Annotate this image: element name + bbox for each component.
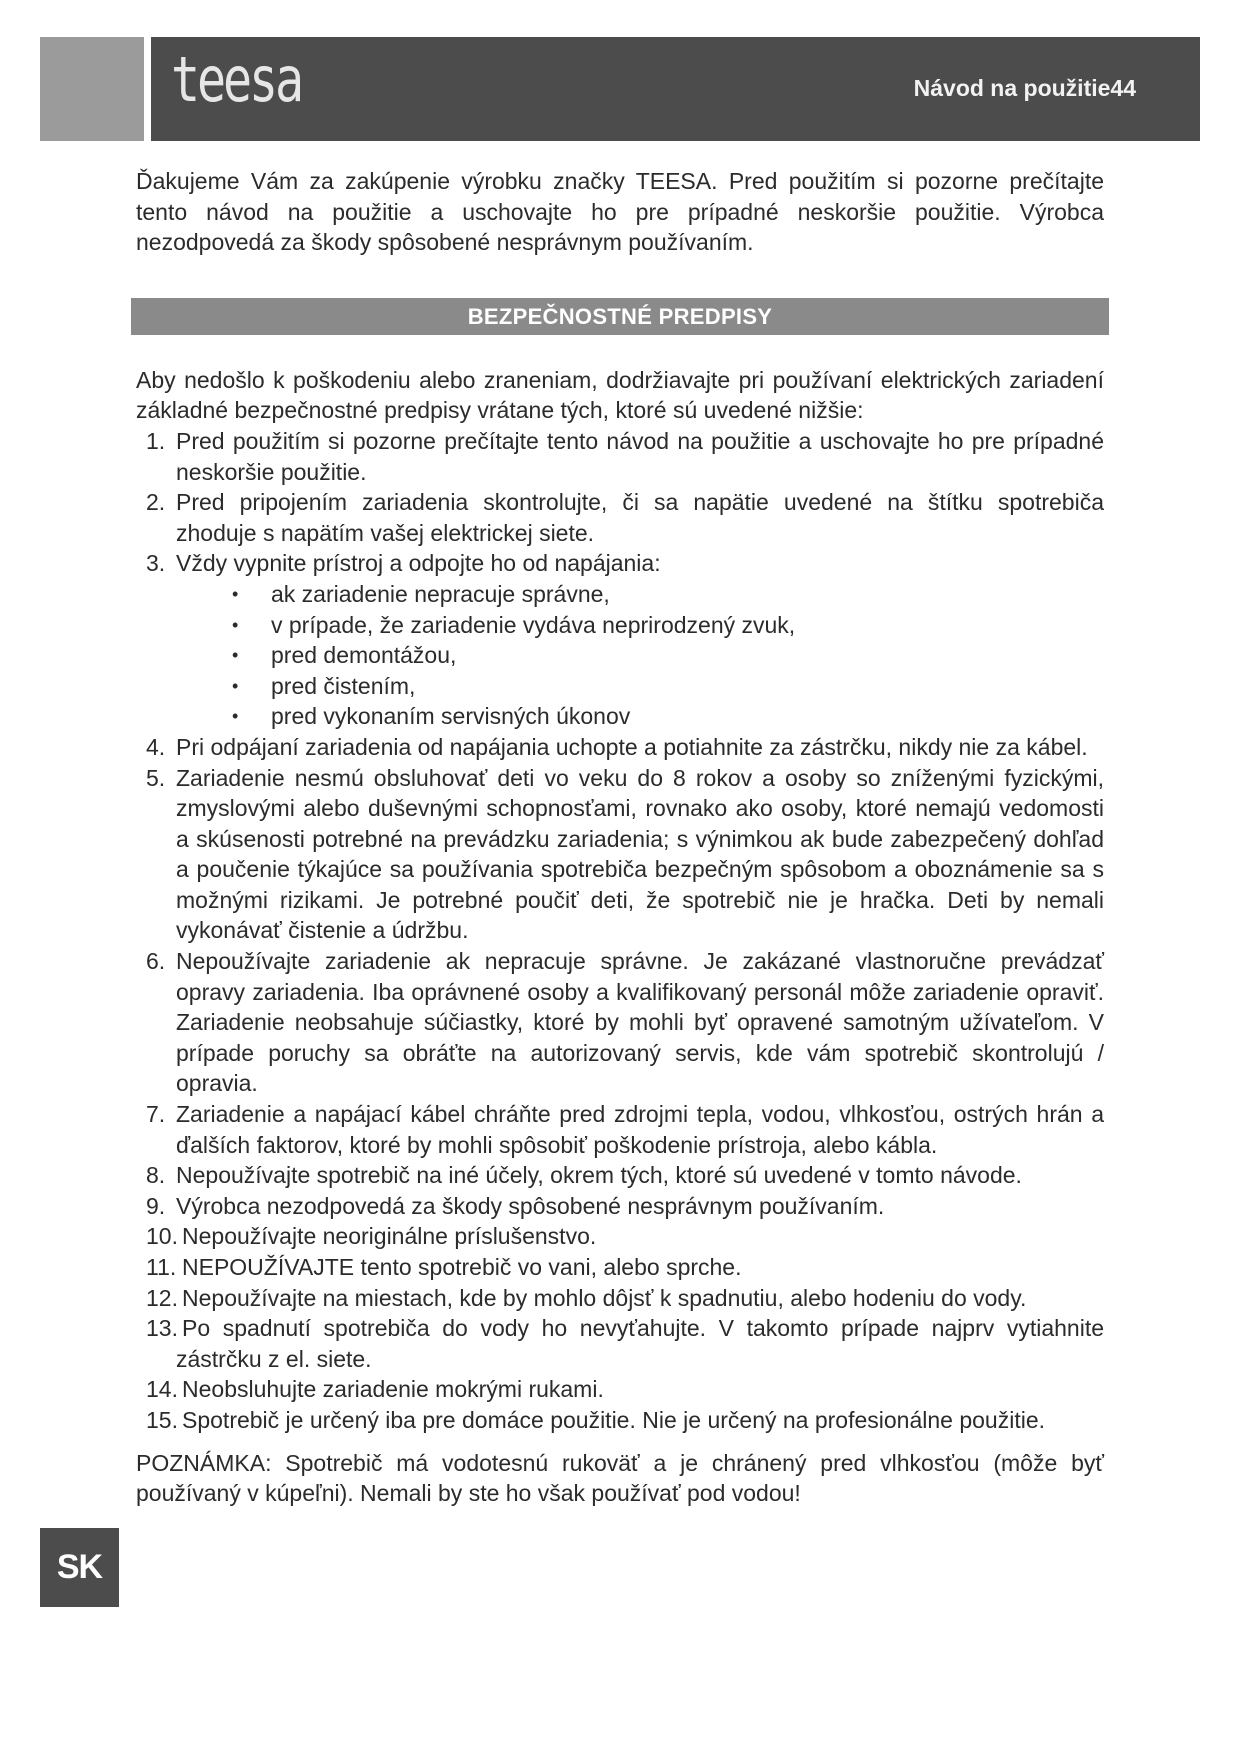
brand-logo: teesa bbox=[171, 43, 301, 116]
list-item: 11. NEPOUŽÍVAJTE tento spotrebič vo vani, alebo sprche. bbox=[146, 1254, 742, 1280]
list-item: 1. Pred použitím si pozorne prečítajte tento návod na použitie a uschovajte ho pre prípadné neskoršie použitie. bbox=[146, 427, 1104, 485]
list-item: 6. Nepoužívajte zariadenie ak nepracuje správne. Je zakázané vlastnoručne prevádzať opravy zariadenia. Iba oprávnené osoby a kvalifikovaný personál môže zariadenie opraviť. Zariadenie neobsahuje súčiastky, ktoré by mohli byť opravené samotným užívateľom. V prípade poruchy sa obráťte na autorizovaný servis, kde vám spotrebič skontrolujú / opravia. bbox=[146, 948, 1104, 1097]
safety-rules-list bbox=[136, 426, 1104, 1436]
list-item: 12. Nepoužívajte na miestach, kde by mohlo dôjsť k spadnutiu, alebo hodeniu do vody. bbox=[146, 1284, 1027, 1311]
list-item: 13. Po spadnutí spotrebiča do vody ho nevyťahujte. V takomto prípade najprv vytiahnite zástrčku z el. siete. bbox=[146, 1315, 1104, 1372]
list-item: 4. Pri odpájaní zariadenia od napájania uchopte a potiahnite za zástrčku, nikdy nie za kábel. bbox=[146, 733, 1088, 760]
intro-paragraph: Ďakujeme Vám za zakúpenie výrobku značky TEESA. Pred použitím si pozorne prečítajte tento návod na použitie a uschovajte ho pre prípadné neskoršie použitie. Výrobca nezodpovedá za škody spôsobené nesprávnym používaním. bbox=[136, 168, 1104, 256]
sub-list-item: • v prípade, že zariadenie vydáva neprirodzený zvuk, bbox=[176, 610, 1104, 641]
list-item: 10. Nepoužívajte neoriginálne príslušenstvo. bbox=[146, 1223, 597, 1250]
sub-list-item: • pred vykonaním servisných úkonov bbox=[176, 701, 1104, 732]
language-tab: SK bbox=[40, 1528, 119, 1607]
list-item: 9. Výrobca nezodpovedá za škody spôsobené nesprávnym používaním. bbox=[146, 1192, 885, 1219]
document-body bbox=[136, 166, 1104, 1509]
header-side-block bbox=[40, 37, 144, 141]
list-item: 3. Vždy vypnite prístroj a odpojte ho od napájania: • ak zariadenie nepracuje správne, • v prípade, že zariadenie vydáva neprirodzený zvuk, • pred demontážou, • pred čistením, • pred vykonaním servisných úkonov bbox=[136, 548, 1104, 732]
list-item: 15. Spotrebič je určený iba pre domáce použitie. Nie je určený na profesionálne použitie. bbox=[146, 1406, 1046, 1433]
sub-list-item: • pred čistením, bbox=[176, 671, 1104, 702]
sub-list bbox=[176, 579, 1104, 732]
header-bar bbox=[151, 37, 1200, 141]
list-item: 2. Pred pripojením zariadenia skontrolujte, či sa napätie uvedené na štítku spotrebiča zhoduje s napätím vašej elektrickej siete. bbox=[146, 489, 1104, 546]
sub-list-item: • ak zariadenie nepracuje správne, bbox=[176, 579, 1104, 610]
note-paragraph: POZNÁMKA: Spotrebič má vodotesnú rukoväť a je chránený pred vlhkosťou (môže byť používaný v kúpeľni). Nemali by ste ho však používať pod vodou! bbox=[136, 1449, 1104, 1507]
list-item: 8. Nepoužívajte spotrebič na iné účely, okrem tých, ktoré sú uvedené v tomto návode. bbox=[146, 1162, 1022, 1189]
page-title: Návod na použitie44 bbox=[913, 75, 1136, 101]
section-heading: BEZPEČNOSTNÉ PREDPISY bbox=[131, 298, 1109, 335]
section-lead: Aby nedošlo k poškodeniu alebo zraneniam, dodržiavajte pri používaní elektrických zariadení základné bezpečnostné predpisy vrátane tých, ktoré sú uvedené nižšie: bbox=[136, 366, 1104, 424]
sub-list-item: • pred demontážou, bbox=[176, 640, 1104, 671]
list-item: 14. Neobsluhujte zariadenie mokrými rukami. bbox=[146, 1376, 604, 1403]
list-item: 5. Zariadenie nesmú obsluhovať deti vo veku do 8 rokov a osoby so zníženými fyzickými, zmyslovými alebo duševnými schopnosťami, rovnako ako osoby, ktoré nemajú vedomosti a skúsenosti potrebné na prevádzku zariadenia; s výnimkou ak bude zabezpečený dohľad a poučenie týkajúce sa používania spotrebiča bezpečným spôsobom a oboznámenie sa s možnými rizikami. Je potrebné poučiť deti, že spotrebič nie je hračka. Deti by nemali vykonávať čistenie a údržbu. bbox=[146, 764, 1104, 944]
list-item: 7. Zariadenie a napájací kábel chráňte pred zdrojmi tepla, vodou, vlhkosťou, ostrých hrán a ďalších faktorov, ktoré by mohli spôsobiť poškodenie prístroja, alebo kábla. bbox=[146, 1101, 1104, 1158]
